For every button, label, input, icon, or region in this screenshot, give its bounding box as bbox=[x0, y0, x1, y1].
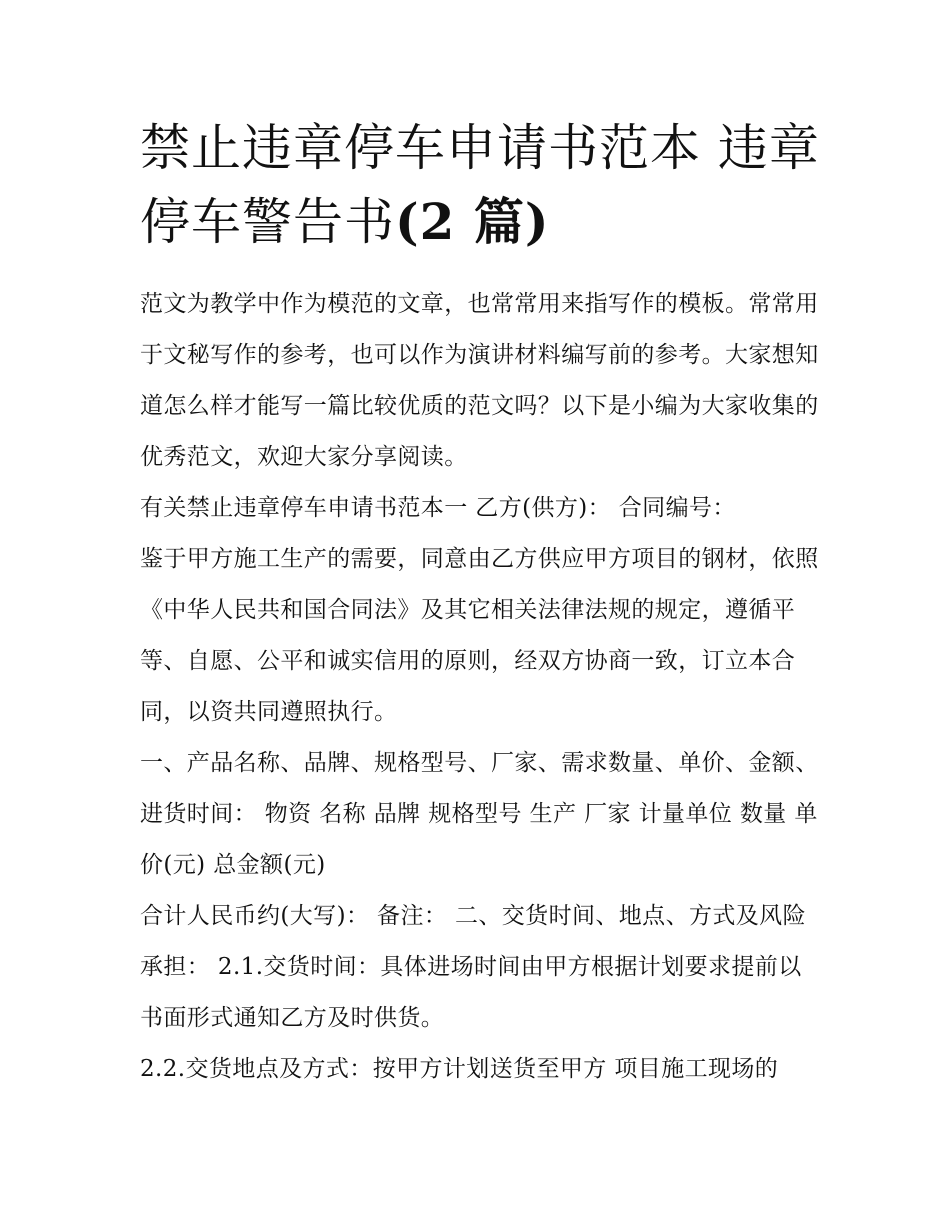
document-title bbox=[140, 112, 820, 259]
paragraph-preamble: 鉴于甲方施工生产的需要，同意由乙方供应甲方项目的钢材，依照《中华人民共和国合同法》及其它相关法律法规的规定，遵循平等、自愿、公平和诚实信用的原则，经双方协商一致，订立本合同，以资共同遵照执行。 bbox=[140, 546, 819, 725]
title-line-1: 禁止违章停车申请书范本 违章 bbox=[140, 119, 820, 177]
title-line-2: 停车警告书 bbox=[140, 193, 395, 251]
paragraph-section-2-2: 2.2.交货地点及方式：按甲方计划送货至甲方 项目施工现场的 bbox=[140, 1056, 779, 1082]
paragraph-intro: 范文为教学中作为模范的文章，也常常用来指写作的模板。常常用于文秘写作的参考，也可以作为演讲材料编写前的参考。大家想知道怎么样才能写一篇比较优质的范文吗？以下是小编为大家收集的优秀范文，欢迎大家分享阅读。 bbox=[140, 291, 819, 470]
document-body bbox=[140, 279, 820, 1095]
title-count: (2 篇) bbox=[395, 192, 550, 251]
paragraph-section-2: 合计人民币约(大写)： 备注： 二、交货时间、地点、方式及风险承担： 2.1.交货时间：具体进场时间由甲方根据计划要求提前以书面形式通知乙方及时供货。 bbox=[140, 903, 806, 1031]
document-content bbox=[140, 112, 820, 1095]
paragraph-contract-header: 有关禁止违章停车申请书范本一 乙方(供方)： 合同编号： bbox=[140, 495, 736, 521]
paragraph-section-1: 一、产品名称、品牌、规格型号、厂家、需求数量、单价、金额、进货时间： 物资 名称 品牌 规格型号 生产 厂家 计量单位 数量 单价(元) 总金额(元) bbox=[140, 750, 819, 878]
